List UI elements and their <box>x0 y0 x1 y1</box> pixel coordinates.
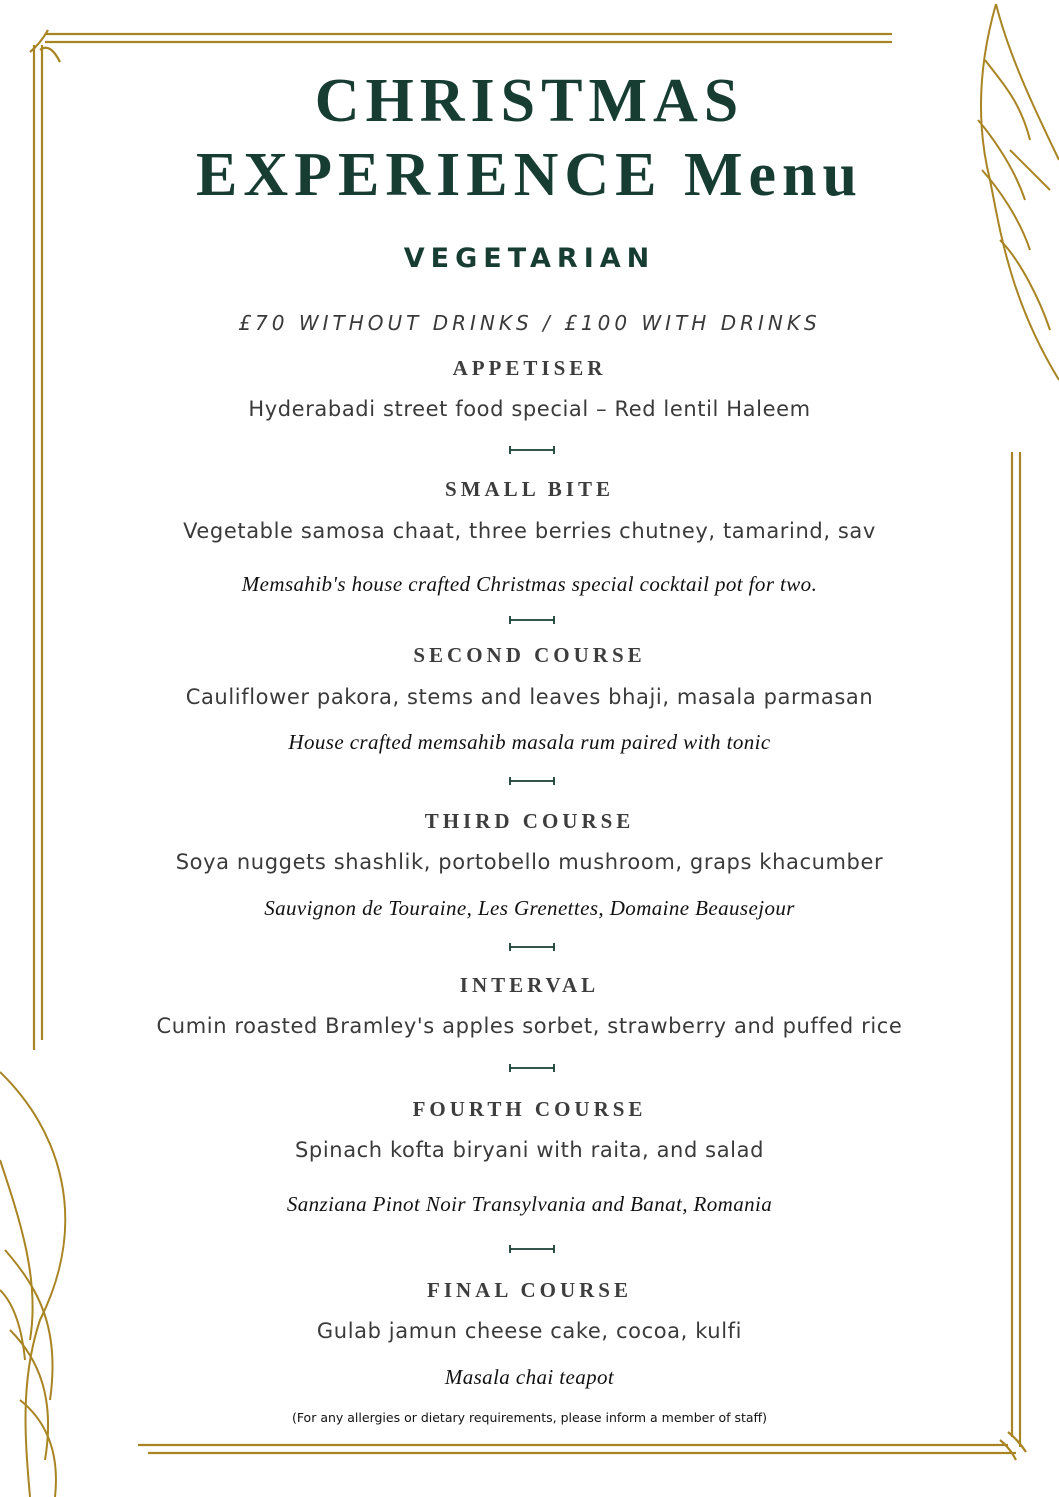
course-dish-appetiser: Hyderabadi street food special – Red lentil Haleem <box>248 397 811 421</box>
course-dish-interval: Cumin roasted Bramley's apples sorbet, strawberry and puffed rice <box>156 1014 903 1038</box>
course-dish-small-bite: Vegetable samosa chaat, three berries chutney, tamarind, sav <box>183 519 876 543</box>
course-heading-second: SECOND COURSE <box>413 643 646 667</box>
course-pairing-second: House crafted memsahib masala rum paired with tonic <box>288 730 771 754</box>
course-dish-fourth: Spinach kofta biryani with raita, and salad <box>294 1138 765 1162</box>
course-pairing-final: Masala chai teapot <box>444 1365 615 1389</box>
course-dish-third: Soya nuggets shashlik, portobello mushroom, graps khacumber <box>175 850 884 874</box>
title-line-2: EXPERIENCE Menu <box>195 141 863 209</box>
course-dish-final: Gulab jamun cheese cake, cocoa, kulfi <box>316 1319 743 1343</box>
title-line-1: CHRISTMAS <box>314 67 745 135</box>
price-line: £70 WITHOUT DRINKS / £100 WITH DRINKS <box>238 311 821 335</box>
course-heading-final: FINAL COURSE <box>427 1278 632 1302</box>
course-dish-second: Cauliflower pakora, stems and leaves bhaji, masala parmasan <box>185 685 874 709</box>
course-heading-interval: INTERVAL <box>459 973 600 997</box>
course-heading-third: THIRD COURSE <box>424 809 635 833</box>
course-heading-small-bite: SMALL BITE <box>445 477 614 501</box>
menu-subtitle: VEGETARIAN <box>403 243 656 274</box>
course-pairing-third: Sauvignon de Touraine, Les Grenettes, Domaine Beausejour <box>264 896 795 920</box>
course-heading-fourth: FOURTH COURSE <box>412 1097 647 1121</box>
allergy-note: (For any allergies or dietary requirements, please inform a member of staff) <box>291 1410 768 1425</box>
course-pairing-small-bite: Memsahib's house crafted Christmas special cocktail pot for two. <box>241 572 818 596</box>
course-heading-appetiser: APPETISER <box>452 356 607 380</box>
course-pairing-fourth: Sanziana Pinot Noir Transylvania and Banat, Romania <box>286 1192 773 1216</box>
